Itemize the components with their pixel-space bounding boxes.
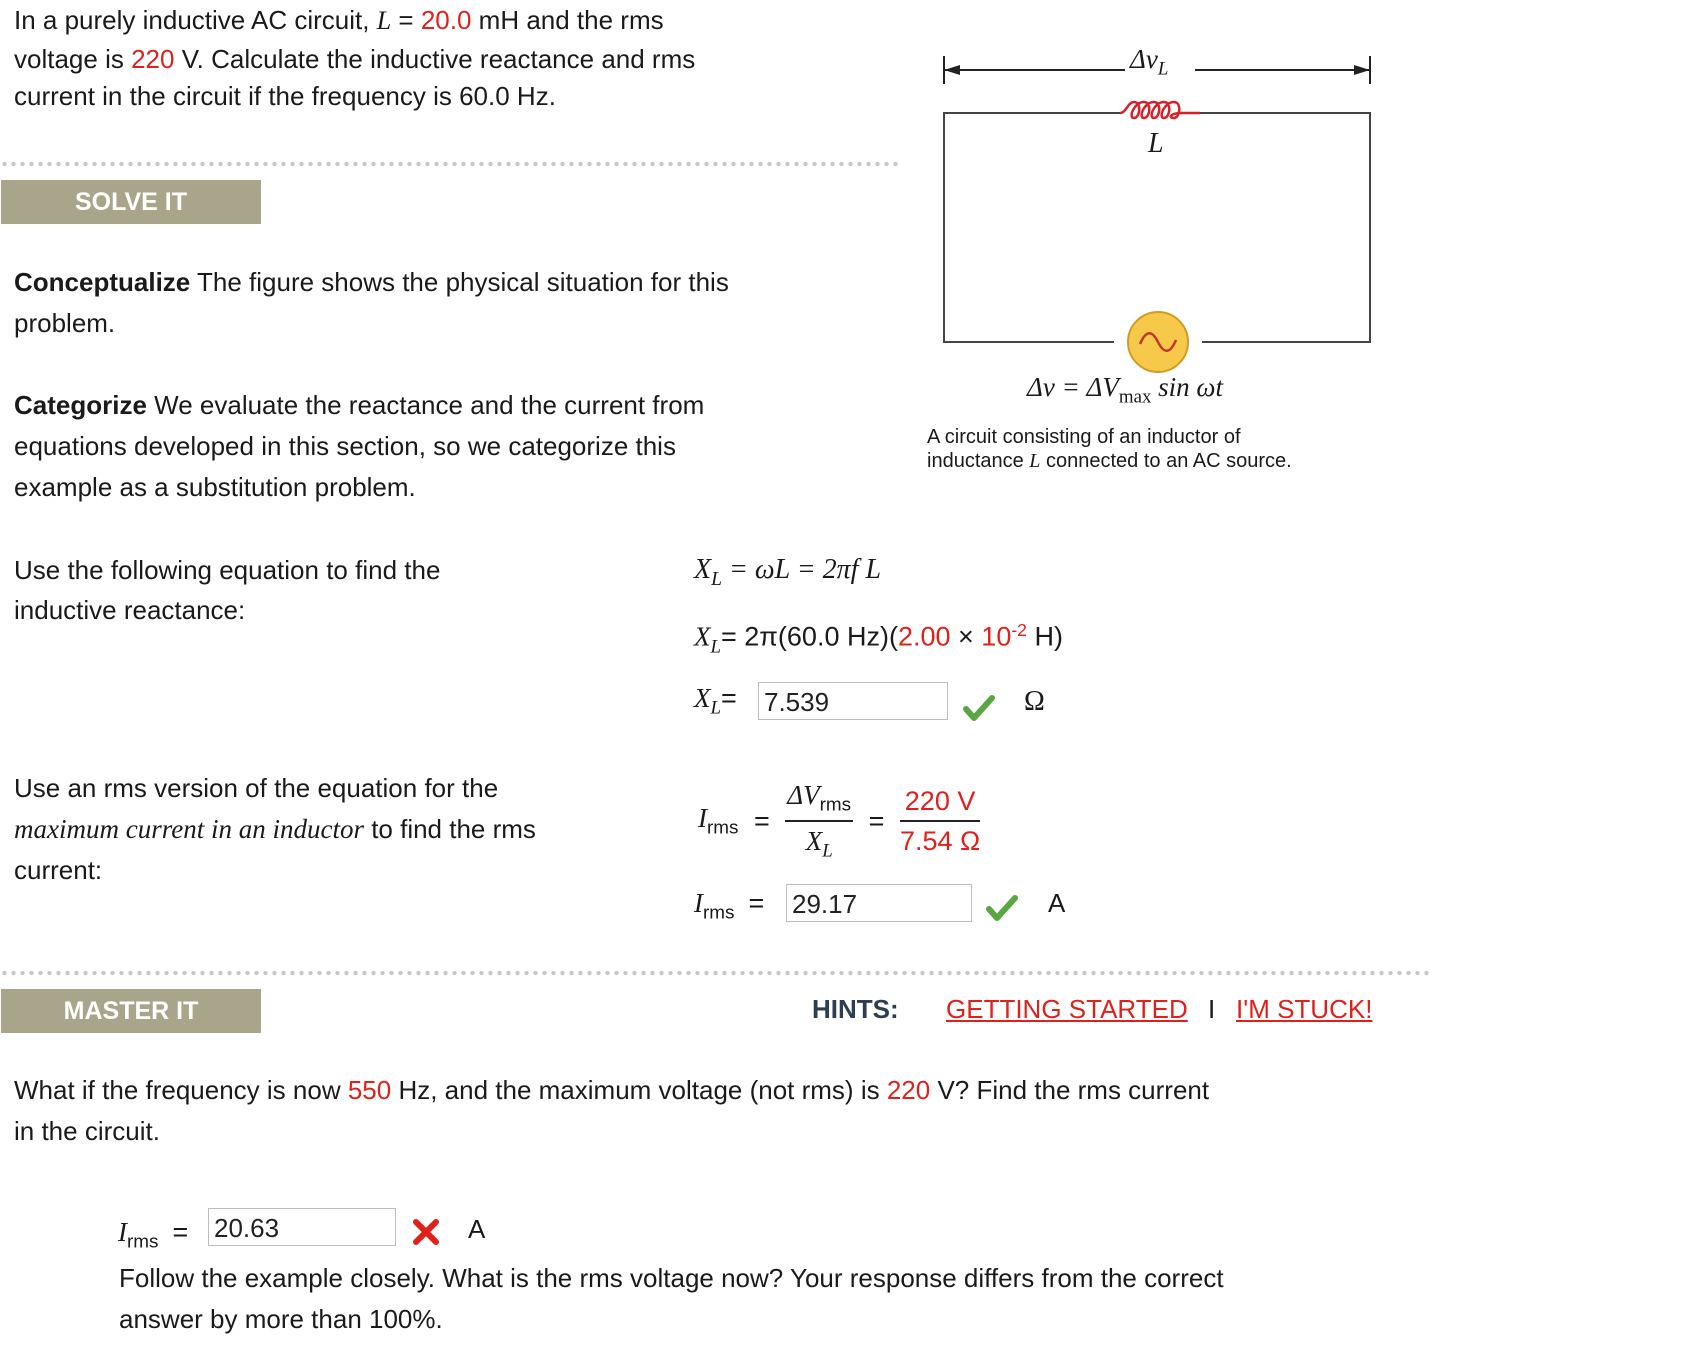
master-answer-label: $I_{rms}$ = xyxy=(118,1217,189,1253)
inductor-coil xyxy=(1120,102,1200,118)
delta-v-label: $\Delta v_L$ xyxy=(1130,44,1169,80)
current-unit: A xyxy=(1048,888,1066,918)
reactance-formula: $X_L = \omega L = 2\pi f$ L xyxy=(694,554,882,590)
problem-statement xyxy=(14,0,814,117)
current-input[interactable]: 29.17 xyxy=(786,884,972,922)
master-question: What if the frequency is now 550 Hz, and the maximum voltage (not rms) is 220 V? Find the rms current in the circuit. xyxy=(14,1075,1210,1146)
problem-line-1: In a purely inductive AC circuit, L = 20.0 mH and the rms xyxy=(14,5,664,35)
current-formula: $I_{rms}$ = $\frac{\Delta V_{rms}}{X_L}$ = $\frac{220 V}{7.54 \Omega}$ xyxy=(698,780,981,862)
solve-it-banner: SOLVE IT xyxy=(1,180,261,224)
master-answer-unit: A xyxy=(468,1214,486,1244)
im-stuck-link[interactable]: I'M STUCK! xyxy=(1236,994,1373,1024)
arrowhead-right xyxy=(1354,65,1370,75)
conceptualize-paragraph: Conceptualize The figure shows the physical situation for this problem. xyxy=(14,267,729,338)
arrowhead-left xyxy=(944,65,960,75)
divider-bottom xyxy=(0,970,1430,976)
reactance-input[interactable]: 7.539 xyxy=(758,682,948,720)
step2-instruction: Use an rms version of the equation for the maximum current in an inductor to find the rms current: xyxy=(14,773,536,885)
categorize-paragraph: Categorize We evaluate the reactance and the current from equations developed in this section, so we categorize this example as a substitution problem. xyxy=(14,390,705,502)
cross-icon xyxy=(412,1218,440,1246)
check-icon xyxy=(986,894,1018,922)
problem-line-2: voltage is 220 V. Calculate the inductive reactance and rms xyxy=(14,44,696,74)
inductor-label: L xyxy=(1148,128,1164,159)
getting-started-link[interactable]: GETTING STARTED xyxy=(946,994,1188,1024)
master-it-banner: MASTER IT xyxy=(1,989,261,1033)
categorize-label: Categorize xyxy=(14,390,147,420)
step1-instruction: Use the following equation to find the inductive reactance: xyxy=(14,555,441,625)
figure-caption: A circuit consisting of an inductor of inductance L connected to an AC source. xyxy=(927,426,1292,472)
feedback-message: Follow the example closely. What is the rms voltage now? Your response differs from the correct answer by more than 100%. xyxy=(119,1263,1224,1334)
reactance-substitution: $X_L= 2\pi(60.0$ $Hz)(2.00 \times 10^{-2}$ H) xyxy=(694,620,1063,658)
current-answer-label: $I_{rms}$ = xyxy=(694,888,765,924)
divider-top xyxy=(0,161,900,167)
circuit-figure xyxy=(930,40,1390,420)
reactance-unit: Ω xyxy=(1024,686,1045,717)
circuit-wire xyxy=(944,113,1120,342)
hint-separator: I xyxy=(1208,994,1216,1024)
problem-line-3: current in the circuit if the frequency is 60.0 Hz. xyxy=(14,81,556,111)
circuit-wire-right xyxy=(1200,113,1370,342)
conceptualize-label: Conceptualize xyxy=(14,267,191,297)
hints-label: HINTS: xyxy=(812,994,899,1024)
source-equation: $\Delta v = \Delta V_{max}$ sin ωt xyxy=(1027,372,1223,408)
master-answer-input[interactable]: 20.63 xyxy=(208,1208,396,1246)
check-icon xyxy=(963,694,995,722)
reactance-answer-row: $X_L=$ xyxy=(694,683,737,719)
